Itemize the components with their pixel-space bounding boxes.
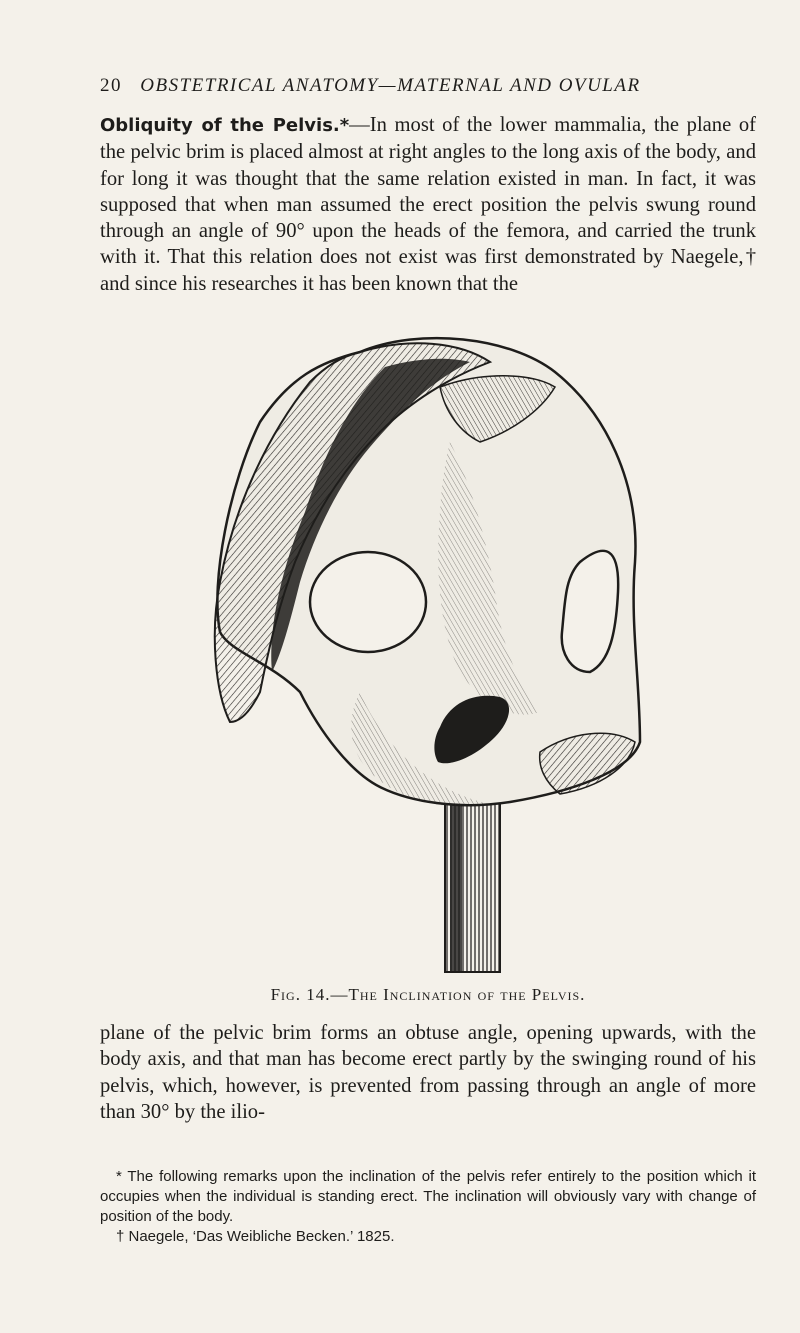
paragraph-1 xyxy=(100,112,756,297)
figure-caption: Fig. 14.—The Inclination of the Pelvis. xyxy=(270,985,586,1004)
section-heading: Obliquity of the Pelvis.* xyxy=(100,115,350,136)
running-header xyxy=(100,75,720,97)
footnote-1: * The following remarks upon the inclination of the pelvis refer entirely to the position which it occupies when the individual is standing erect. The inclination will obviously vary with change of position of the body. xyxy=(100,1168,756,1225)
footnote-2: † Naegele, ‘Das Weibliche Becken.’ 1825. xyxy=(116,1228,395,1245)
page-number: 20 xyxy=(100,75,122,96)
paragraph-2: plane of the pelvic brim forms an obtuse angle, opening upwards, with the body axis, and that man has become erect partly by the swinging round of his pelvis, which, however, is prevented from passing through an angle of more than 30° by the ilio- xyxy=(100,1022,756,1123)
running-title: OBSTETRICAL ANATOMY—MATERNAL AND OVULAR xyxy=(140,75,641,96)
pelvis-illustration xyxy=(210,332,650,982)
footnotes xyxy=(100,1167,756,1247)
pelvis-figure xyxy=(210,332,650,982)
paragraph-1-text: —In most of the lower mammalia, the plane of the pelvic brim is placed almost at right angles to the long axis of the body, and for long it was thought that the same relation existed in man. In fact, it was supposed that when man assumed the erect position the pelvis swung round through an angle of 90° upon the heads of the femora, and carried the trunk with it. That this relation does not exist was first demonstrated by Naegele,† and since his researches it has been known that the xyxy=(100,114,756,295)
